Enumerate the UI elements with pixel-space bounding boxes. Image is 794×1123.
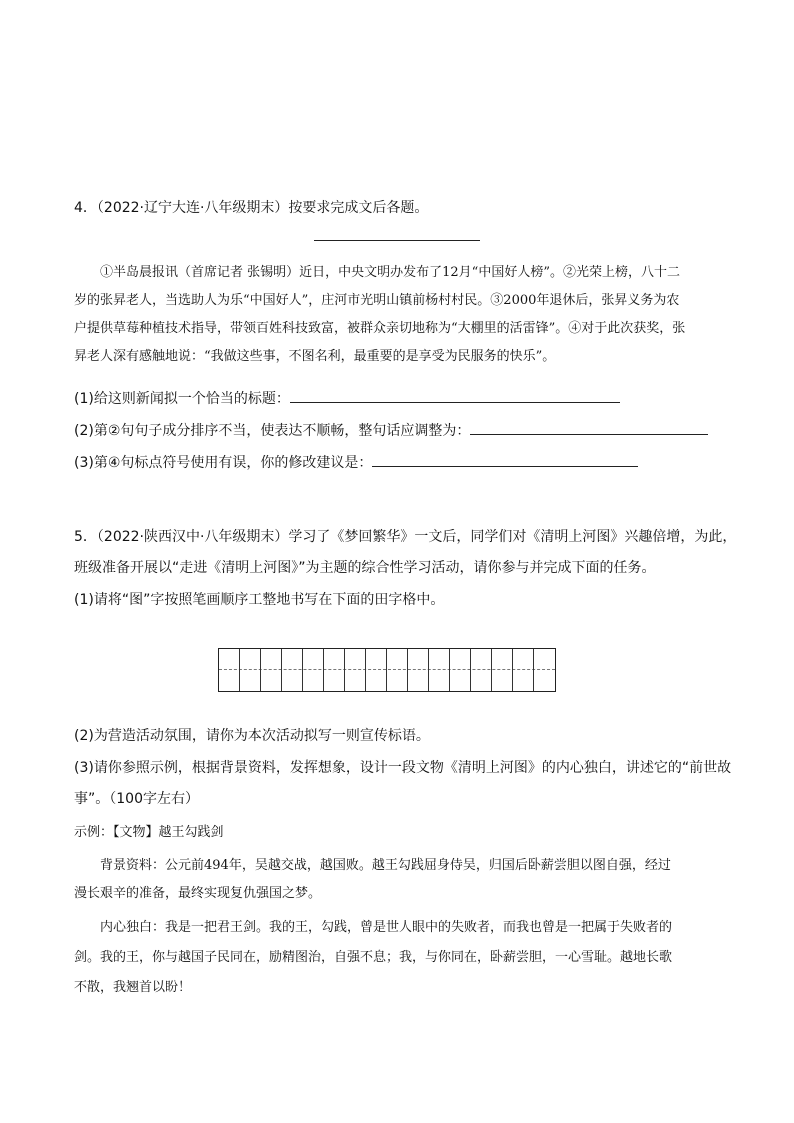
background-line-2: 漫长艰辛的准备，最终实现复仇强国之梦。	[74, 886, 322, 901]
tianzige-grid[interactable]	[218, 648, 556, 692]
news-line-3: 户提供草莓种植技术指导，带领百姓科技致富，被群众亲切地称为“大棚里的活雷锋”。④对于此次获奖，张	[74, 321, 686, 336]
grid-divider	[365, 649, 366, 691]
q4-item-3-label: (3)第④句标点符号使用有误，你的修改建议是：	[74, 455, 373, 471]
grid-divider	[323, 649, 324, 691]
news-line-2: 岁的张昇老人，当选助人为乐“中国好人”，庄河市光明山镇前杨村村民。③2000年退休后，张昇义务为农	[74, 293, 680, 308]
q5-item-3-line-2: 事”。（100字左右）	[74, 791, 199, 807]
q4-item-1-label: (1)给这则新闻拟一个恰当的标题：	[74, 391, 290, 407]
news-title-blank[interactable]	[314, 240, 480, 241]
q5-item-2: (2)为营造活动氛围，请你为本次活动拟写一则宣传标语。	[74, 728, 430, 744]
news-line-1: ①半岛晨报讯（首席记者 张锡明）近日，中央文明办发布了12月“中国好人榜”。②光荣上榜，八十二	[100, 265, 680, 280]
grid-divider	[302, 649, 303, 691]
q5-header-line-2: 班级准备开展以“走进《清明上河图》”为主题的综合性学习活动，请你参与并完成下面的任务。	[74, 560, 656, 576]
q5-header-line-1: 5．（2022·陕西汉中·八年级期末）学习了《梦回繁华》一文后，同学们对《清明上河图》兴趣倍增，为此，	[74, 529, 737, 545]
grid-divider	[470, 649, 471, 691]
monologue-line-3: 不散，我翘首以盼！	[74, 980, 192, 995]
q4-answer-blank-2[interactable]	[470, 420, 708, 435]
grid-divider	[533, 649, 534, 691]
grid-divider	[407, 649, 408, 691]
monologue-line-1: 内心独白：我是一把君王剑。我的王，勾践，曾是世人眼中的失败者，而我也曾是一把属于失败者的	[100, 920, 673, 935]
grid-divider	[281, 649, 282, 691]
grid-divider	[344, 649, 345, 691]
q5-item-3-line-1: (3)请你参照示例，根据背景资料，发挥想象，设计一段文物《清明上河图》的内心独白，讲述它的“前世故	[74, 760, 732, 776]
background-line-1: 背景资料：公元前494年，吴越交战，越国败。越王勾践屈身侍吴，归国后卧薪尝胆以图自强，经过	[100, 858, 671, 873]
q4-item-2-label: (2)第②句句子成分排序不当，使表达不顺畅，整句话应调整为：	[74, 423, 471, 439]
grid-divider	[260, 649, 261, 691]
q4-answer-blank-1[interactable]	[290, 388, 620, 403]
news-line-4: 昇老人深有感触地说：“我做这些事，不图名利，最重要的是享受为民服务的快乐”。	[74, 349, 556, 364]
grid-divider	[428, 649, 429, 691]
q4-header: 4．（2022·辽宁大连·八年级期末）按要求完成文后各题。	[74, 200, 429, 216]
q4-item-1	[74, 388, 620, 409]
q4-item-3	[74, 452, 638, 473]
example-title: 示例：【文物】越王勾践剑	[74, 825, 224, 840]
grid-divider	[239, 649, 240, 691]
grid-divider	[449, 649, 450, 691]
monologue-line-2: 剑。我的王，你与越国子民同在，励精图治，自强不息；我，与你同在，卧薪尝胆，一心雪耻。越地长歌	[74, 950, 673, 965]
q5-item-1: (1)请将“图”字按照笔画顺序工整地书写在下面的田字格中。	[74, 592, 445, 608]
q4-item-2	[74, 420, 708, 441]
q4-answer-blank-3[interactable]	[372, 452, 638, 467]
grid-divider	[386, 649, 387, 691]
grid-midline	[219, 669, 555, 670]
grid-divider	[512, 649, 513, 691]
grid-divider	[491, 649, 492, 691]
